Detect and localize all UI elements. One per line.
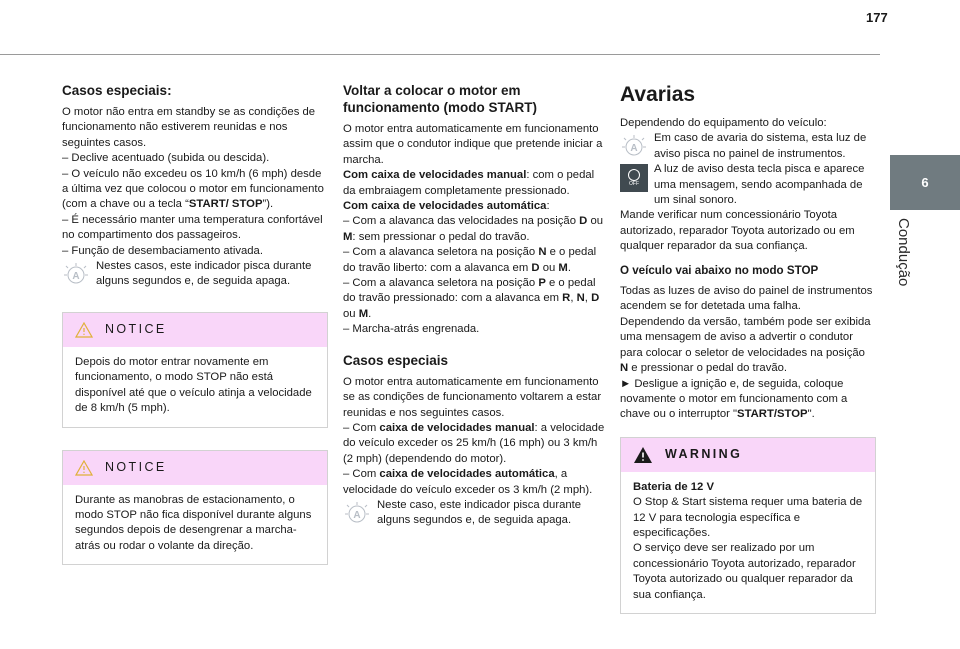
notice-body: Durante as manobras de estacionamento, o modo STOP não fica disponível durante alguns segundos depois de desengrenar a marcha-atrás ou rodar o volante da direção.	[75, 493, 312, 552]
page-number: 177	[866, 10, 888, 25]
stop-off-button-icon	[620, 164, 648, 192]
notice-header	[63, 313, 327, 347]
paragraph: O Stop & Start sistema requer uma bateria de 12 V para tecnologia específica e especificações.	[633, 496, 863, 539]
notice-header	[63, 451, 327, 485]
heading-restart: Voltar a colocar o motor em funcionamento (modo START)	[343, 83, 537, 115]
off-label: OFF	[629, 181, 639, 188]
heading-special-cases: Casos especiais:	[62, 83, 172, 98]
paragraph: Dependendo do equipamento do veículo:	[620, 117, 827, 129]
auto-stop-indicator-icon	[62, 261, 90, 287]
list-item: – Com caixa de velocidades automática, a velocidade do veículo exceder os 3 km/h (2 mph).	[343, 468, 593, 496]
notice-box	[62, 312, 328, 428]
notice-body: Depois do motor entrar novamente em funcionamento, o modo STOP não está disponível até que o veículo atinja a velocidade de 8 km/h (5 mph).	[75, 355, 312, 415]
list-item: – Com a alavanca seletora na posição N e o pedal do travão liberto: com a alavanca em D ou M.	[343, 246, 597, 274]
svg-text:A: A	[72, 271, 80, 283]
paragraph: Dependendo da versão, também pode ser exibida uma mensagem de aviso a advertir o condutor para colocar o seletor de velocidades na posição N e pressionar o pedal do travão.	[620, 315, 871, 375]
paragraph: Com caixa de velocidades automática:	[343, 200, 550, 213]
indicator-text: Em caso de avaria do sistema, esta luz de aviso pisca no painel de instrumentos.	[654, 132, 867, 160]
paragraph: O motor não entra em standby se as condições de funcionamento não estiverem reunidas e nos seguintes casos.	[62, 106, 316, 149]
svg-text:A: A	[353, 509, 361, 521]
indicator-row	[620, 131, 876, 162]
indicator-text: Nestes casos, este indicador pisca durante alguns segundos e, de seguida apaga.	[96, 260, 312, 288]
warning-box	[620, 437, 876, 614]
list-item: – Função de desembaciamento ativada.	[62, 244, 263, 257]
warning-subtitle: Bateria de 12 V	[633, 480, 715, 493]
warning-body	[621, 472, 875, 613]
chapter-tab[interactable]: 6	[890, 155, 960, 210]
heading-special-cases-2: Casos especiais	[343, 352, 449, 368]
list-item: – Declive acentuado (subida ou descida).	[62, 152, 270, 165]
warning-triangle-icon	[633, 446, 653, 464]
notice-title: NOTICE	[105, 322, 167, 337]
heading-malfunctions: Avarias	[620, 83, 696, 106]
column-1	[62, 82, 328, 565]
paragraph: ► Desligue a ignição e, de seguida, coloque novamente o motor em funcionamento com a chave ou o interruptor "START/STOP".	[620, 377, 848, 421]
warning-triangle-icon	[75, 322, 93, 338]
warning-header	[621, 438, 875, 472]
auto-stop-warning-icon	[620, 133, 648, 159]
stop-ring-icon	[628, 169, 640, 181]
svg-text:A: A	[630, 143, 638, 155]
paragraph: Com caixa de velocidades manual: com o pedal da embraiagem completamente pressionado.	[343, 169, 595, 197]
warning-title: WARNING	[665, 447, 743, 462]
paragraph: Mande verificar num concessionário Toyota autorizado, reparador Toyota autorizado ou em qualquer reparador da sua confiança.	[620, 209, 855, 253]
list-item: – Com a alavanca das velocidades na posição D ou M: sem pressionar o pedal do travão.	[343, 215, 604, 243]
subheading-stalls: O veículo vai abaixo no modo STOP	[620, 263, 819, 277]
list-item: – Com caixa de velocidades manual: a velocidade do veículo exceder os 25 km/h (16 mph) ou 3 km/h (2 mph) (dependendo do motor).	[343, 421, 605, 465]
list-item: – É necessário manter uma temperatura confortável no compartimento dos passageiros.	[62, 213, 323, 242]
auto-stop-indicator-icon	[343, 500, 371, 526]
notice-box	[62, 450, 328, 566]
chapter-label: Condução	[895, 218, 912, 287]
list-item: – O veículo não excedeu os 10 km/h (6 mph) desde a última vez que colocou o motor em funcionamento (com a chave ou a tecla “START/ STOP”).	[62, 167, 324, 211]
paragraph: Todas as luzes de aviso do painel de instrumentos acendem se for detetada uma falha.	[620, 285, 873, 313]
indicator-row	[62, 259, 328, 290]
indicator-row	[343, 498, 605, 529]
column-3	[620, 82, 876, 614]
warning-triangle-icon	[75, 460, 93, 476]
indicator-text: A luz de aviso desta tecla pisca e aparece uma mensagem, sendo acompanhada de um sinal sonoro.	[654, 163, 865, 207]
list-item: – Com a alavanca seletora na posição P e o pedal do travão pressionado: com a alavanca em R, N, D ou M.	[343, 277, 600, 320]
paragraph: O motor entra automaticamente em funcionamento assim que o condutor indique que pretende iniciar a marcha.	[343, 123, 603, 166]
indicator-row	[620, 162, 876, 208]
list-item: – Marcha-atrás engrenada.	[343, 323, 480, 336]
notice-title: NOTICE	[105, 459, 167, 474]
indicator-text: Neste caso, este indicador pisca durante alguns segundos e, de seguida apaga.	[377, 498, 582, 527]
header-rule	[0, 54, 880, 55]
paragraph: O serviço deve ser realizado por um concessionário Toyota autorizado, reparador Toyota autorizado ou qualquer reparador da sua confiança.	[633, 542, 856, 601]
start-stop-key-label: START/ STOP	[188, 198, 263, 211]
column-2	[343, 82, 605, 529]
paragraph: O motor entra automaticamente em funcionamento se as condições de funcionamento voltarem a estar reunidas e nos seguintes casos.	[343, 375, 602, 419]
